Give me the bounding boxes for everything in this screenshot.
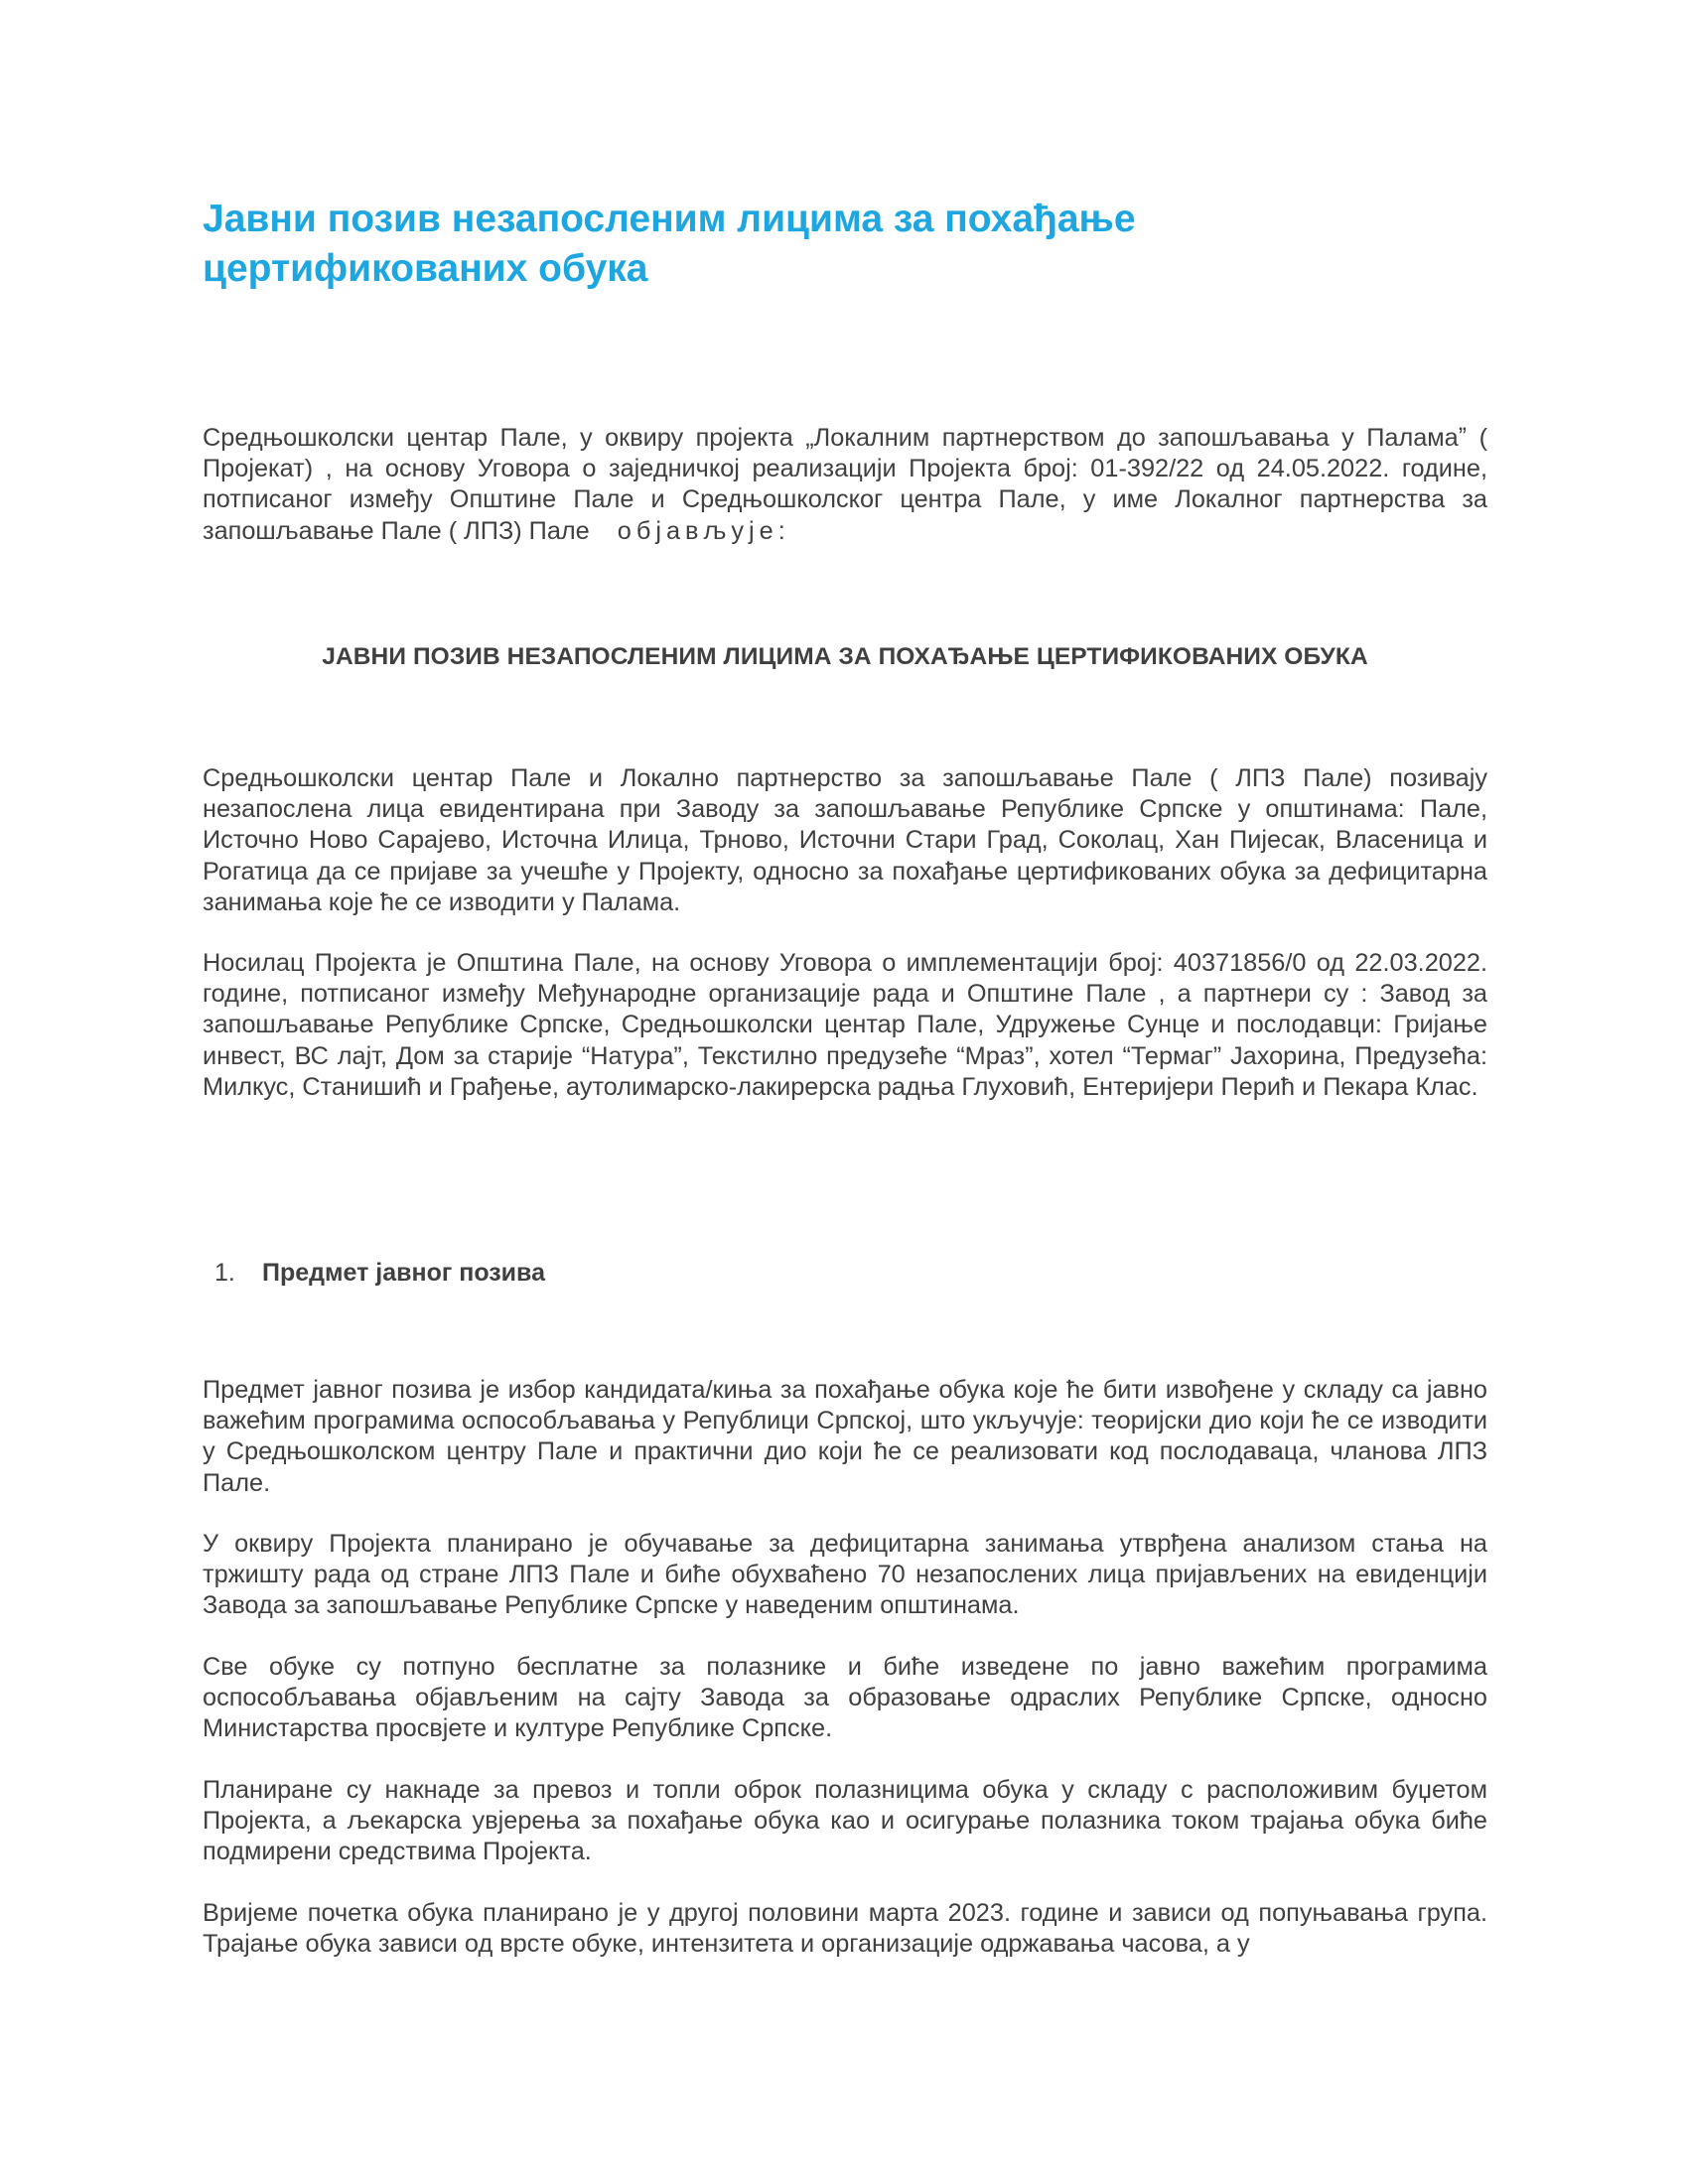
section-paragraph: Вријеме почетка обука планирано је у другој половини марта 2023. године и зависи од попуњавања група. Трајање обука зависи од врсте обуке, интензитета и организације одржавања часова, а у (203, 1899, 1487, 1959)
section-paragraph: У оквиру Пројекта планирано је обучавање за дефицитарна занимања утврђена анализом стања на тржишту рада од стране ЛПЗ Пале и биће обухваћено 70 незапослених лица пријављених на евиденцији Завода за запошљавање Републике Српске у наведеним општинама. (203, 1530, 1487, 1620)
section-paragraph: Планиране су накнаде за превоз и топли оброк полазницима обука у складу с расположивим буџетом Пројекта, а љекарска увјерења за похађање обука као и осигурање полазника током трајања обука биће подмирени средствима Пројекта. (203, 1776, 1487, 1866)
intro-announces: објављује: (617, 516, 790, 545)
intro-paragraph (203, 423, 1487, 547)
section-paragraph: Све обуке су потпуно бесплатне за полазнике и биће изведене по јавно важећим програмима оспособљавања објављеним на сајту Завода за образовање одраслих Републике Српске, односно Министарства просвјете и културе Републике Српске. (203, 1653, 1487, 1743)
section-title: Предмет јавног позива (262, 1259, 545, 1287)
caps-heading: ЈАВНИ ПОЗИВ НЕЗАПОСЛЕНИМ ЛИЦИМА ЗА ПОХАЂАЊЕ ЦЕРТИФИКОВАНИХ ОБУКА (322, 643, 1368, 670)
section-heading (214, 1259, 545, 1288)
section-number: 1. (214, 1259, 235, 1287)
document-title: Јавни позив незапосленим лицима за похађање цертификованих обука (203, 198, 1136, 290)
body-paragraph: Средњошколски центар Пале и Локално партнерство за запошљавање Пале ( ЛПЗ Пале) позивају незапослена лица евидентирана при Заводу за запошљавање Републике Српске у општинама: Пале, Источно Ново Сарајево, Источна Илица, Трново, Источни Стари Град, Соколац, Хан Пијесак, Власеница и Рогатица да се пријаве за учешће у Пројекту, односно за похађање цертификованих обука за дефицитарна занимања које ће се изводити у Палама. (203, 764, 1487, 916)
intro-text: Средњошколски центар Пале, у оквиру пројекта „Локалним партнерством до запошљавања у Паламаˮ ( Пројекат) , на основу Уговора о заједничкој реализацији Пројекта број: 01-392/22 од 24.05.2022. године, потписаног између Општине Пале и Средњошколског центра Пале, у име Локалног партнерства за запошљавање Пале ( ЛПЗ) Пале (203, 424, 1487, 545)
body-paragraph: Носилац Пројекта је Општина Пале, на основу Уговора о имплементацији број: 40371856/0 од 22.03.2022. године, потписаног између Међународне организације рада и Општине Пале , а партнери су : Завод за запошљавање Републике Српске, Средњошколски центар Пале, Удружење Сунце и послодавци: Гријање инвест, ВС лајт, Дом за старије “Натура”, Текстилно предузеће “Мраз”, хотел “Термаг” Јахорина, Предузећа: Милкус, Станишић и Грађење, аутолимарско-лакирерска радња Глуховић, Ентеријери Перић и Пекара Клас. (203, 949, 1487, 1101)
section-paragraph: Предмет јавног позива је избор кандидата/киња за похађање обука које ће бити извођене у складу са јавно важећим програмима оспособљавања у Републици Српској, што укључује: теоријски дио који ће се изводити у Средњошколском центру Пале и практични дио који ће се реализовати код послодаваца, чланова ЛПЗ Пале. (203, 1376, 1487, 1497)
